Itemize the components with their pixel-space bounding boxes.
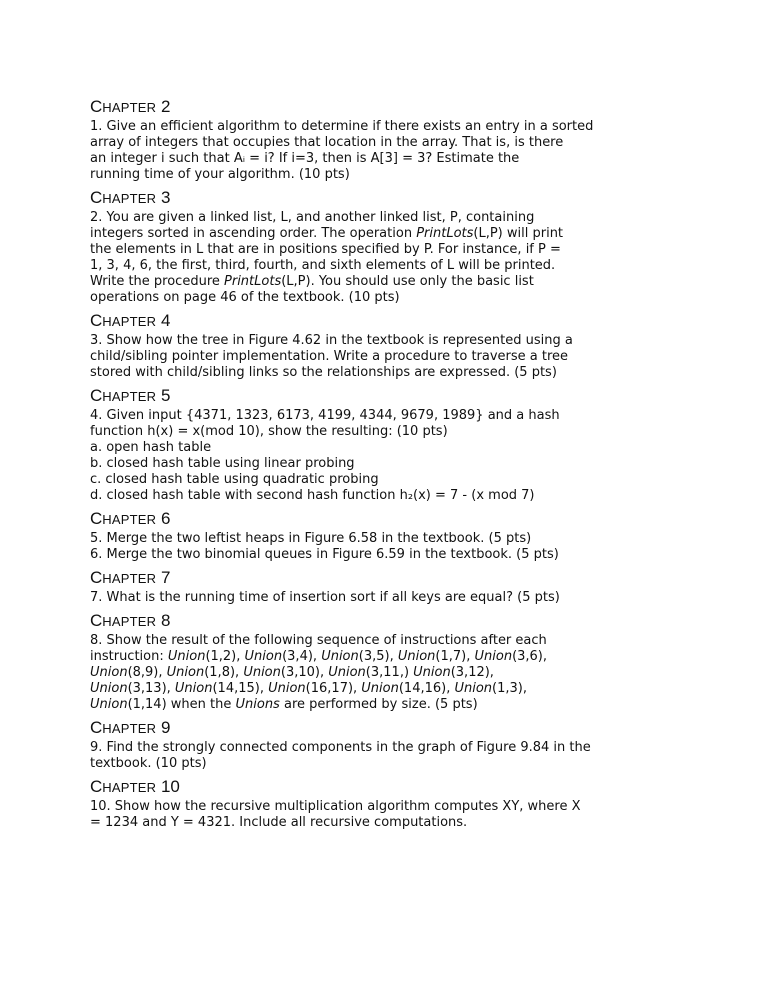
chapter-label-rest: HAPTER — [102, 614, 157, 629]
chapter-heading — [90, 96, 630, 119]
chapter-label-initial: C — [90, 97, 103, 116]
chapter-section-7 — [90, 567, 630, 606]
question-text — [90, 119, 630, 183]
document-content — [90, 96, 630, 835]
chapter-label-rest: HAPTER — [102, 780, 157, 795]
chapter-section-2 — [90, 96, 630, 183]
chapter-label-initial: C — [90, 611, 103, 630]
question-line: integers sorted in ascending order. The operation PrintLots(L,P) will print — [90, 226, 564, 241]
question-line: 1, 3, 4, 6, the first, third, fourth, and sixth elements of L will be printed. — [90, 258, 556, 273]
chapter-section-9 — [90, 717, 630, 772]
question-line: Union(1,14) when the Unions are performed by size. (5 pts) — [90, 697, 478, 712]
chapter-label-initial: C — [90, 386, 103, 405]
question-text — [90, 408, 630, 504]
chapter-number: 6 — [160, 509, 171, 528]
question-line: instruction: Union(1,2), Union(3,4), Union(3,5), Union(1,7), Union(3,6), — [90, 649, 548, 664]
question-line: operations on page 46 of the textbook. (10 pts) — [90, 290, 400, 305]
question-line: child/sibling pointer implementation. Write a procedure to traverse a tree — [90, 349, 569, 364]
question-line: 5. Merge the two leftist heaps in Figure 6.58 in the textbook. (5 pts) — [90, 531, 532, 546]
question-line: a. open hash table — [90, 440, 212, 455]
chapter-label-initial: C — [90, 718, 103, 737]
question-text — [90, 590, 630, 606]
chapter-label-rest: HAPTER — [102, 100, 157, 115]
chapter-label-rest: HAPTER — [102, 571, 157, 586]
chapter-heading — [90, 508, 630, 531]
chapter-heading — [90, 385, 630, 408]
question-text — [90, 633, 630, 713]
chapter-label-initial: C — [90, 509, 103, 528]
question-line: Write the procedure PrintLots(L,P). You should use only the basic list — [90, 274, 534, 289]
question-line: = 1234 and Y = 4321. Include all recursive computations. — [90, 815, 468, 830]
chapter-number: 2 — [160, 97, 171, 116]
chapter-label-initial: C — [90, 188, 103, 207]
chapter-number: 10 — [160, 777, 180, 796]
question-text — [90, 531, 630, 563]
question-line: 2. You are given a linked list, L, and another linked list, P, containing — [90, 210, 535, 225]
chapter-label-initial: C — [90, 777, 103, 796]
question-text — [90, 799, 630, 831]
question-line: array of integers that occupies that location in the array. That is, is there — [90, 135, 564, 150]
question-line: the elements in L that are in positions specified by P. For instance, if P = — [90, 242, 561, 257]
question-line: 4. Given input {4371, 1323, 6173, 4199, 4344, 9679, 1989} and a hash — [90, 408, 560, 423]
chapter-number: 9 — [160, 718, 171, 737]
chapter-heading — [90, 567, 630, 590]
question-text — [90, 740, 630, 772]
chapter-label-initial: C — [90, 568, 103, 587]
chapter-heading — [90, 610, 630, 633]
question-line: stored with child/sibling links so the relationships are expressed. (5 pts) — [90, 365, 557, 380]
chapter-label-rest: HAPTER — [102, 512, 157, 527]
question-line: 10. Show how the recursive multiplication algorithm computes XY, where X — [90, 799, 581, 814]
question-line: 3. Show how the tree in Figure 4.62 in the textbook is represented using a — [90, 333, 573, 348]
question-line: 6. Merge the two binomial queues in Figure 6.59 in the textbook. (5 pts) — [90, 547, 559, 562]
question-line: Union(8,9), Union(1,8), Union(3,10), Union(3,11,) Union(3,12), — [90, 665, 494, 680]
chapter-number: 4 — [160, 311, 171, 330]
question-line: function h(x) = x(mod 10), show the resulting: (10 pts) — [90, 424, 448, 439]
chapter-number: 8 — [160, 611, 171, 630]
chapter-section-10 — [90, 776, 630, 831]
chapter-number: 5 — [160, 386, 171, 405]
question-line: textbook. (10 pts) — [90, 756, 207, 771]
chapter-heading — [90, 187, 630, 210]
question-text — [90, 210, 630, 306]
question-line: 9. Find the strongly connected components in the graph of Figure 9.84 in the — [90, 740, 591, 755]
chapter-section-8 — [90, 610, 630, 713]
chapter-number: 3 — [160, 188, 171, 207]
chapter-label-initial: C — [90, 311, 103, 330]
chapter-heading — [90, 776, 630, 799]
chapter-section-5 — [90, 385, 630, 504]
question-text — [90, 333, 630, 381]
chapter-heading — [90, 717, 630, 740]
question-line: Union(3,13), Union(14,15), Union(16,17), Union(14,16), Union(1,3), — [90, 681, 527, 696]
question-line: d. closed hash table with second hash function h₂(x) = 7 - (x mod 7) — [90, 488, 535, 503]
chapter-section-6 — [90, 508, 630, 563]
chapter-label-rest: HAPTER — [102, 721, 157, 736]
chapter-number: 7 — [160, 568, 171, 587]
chapter-label-rest: HAPTER — [102, 389, 157, 404]
chapter-label-rest: HAPTER — [102, 191, 157, 206]
question-line: 1. Give an efficient algorithm to determine if there exists an entry in a sorted — [90, 119, 594, 134]
question-line: 8. Show the result of the following sequence of instructions after each — [90, 633, 547, 648]
chapter-label-rest: HAPTER — [102, 314, 157, 329]
chapter-heading — [90, 310, 630, 333]
question-line: b. closed hash table using linear probing — [90, 456, 355, 471]
question-line: c. closed hash table using quadratic probing — [90, 472, 379, 487]
question-line: an integer i such that Aᵢ = i? If i=3, then is A[3] = 3? Estimate the — [90, 151, 520, 166]
question-line: running time of your algorithm. (10 pts) — [90, 167, 350, 182]
chapter-section-3 — [90, 187, 630, 306]
question-line: 7. What is the running time of insertion sort if all keys are equal? (5 pts) — [90, 590, 560, 605]
chapter-section-4 — [90, 310, 630, 381]
